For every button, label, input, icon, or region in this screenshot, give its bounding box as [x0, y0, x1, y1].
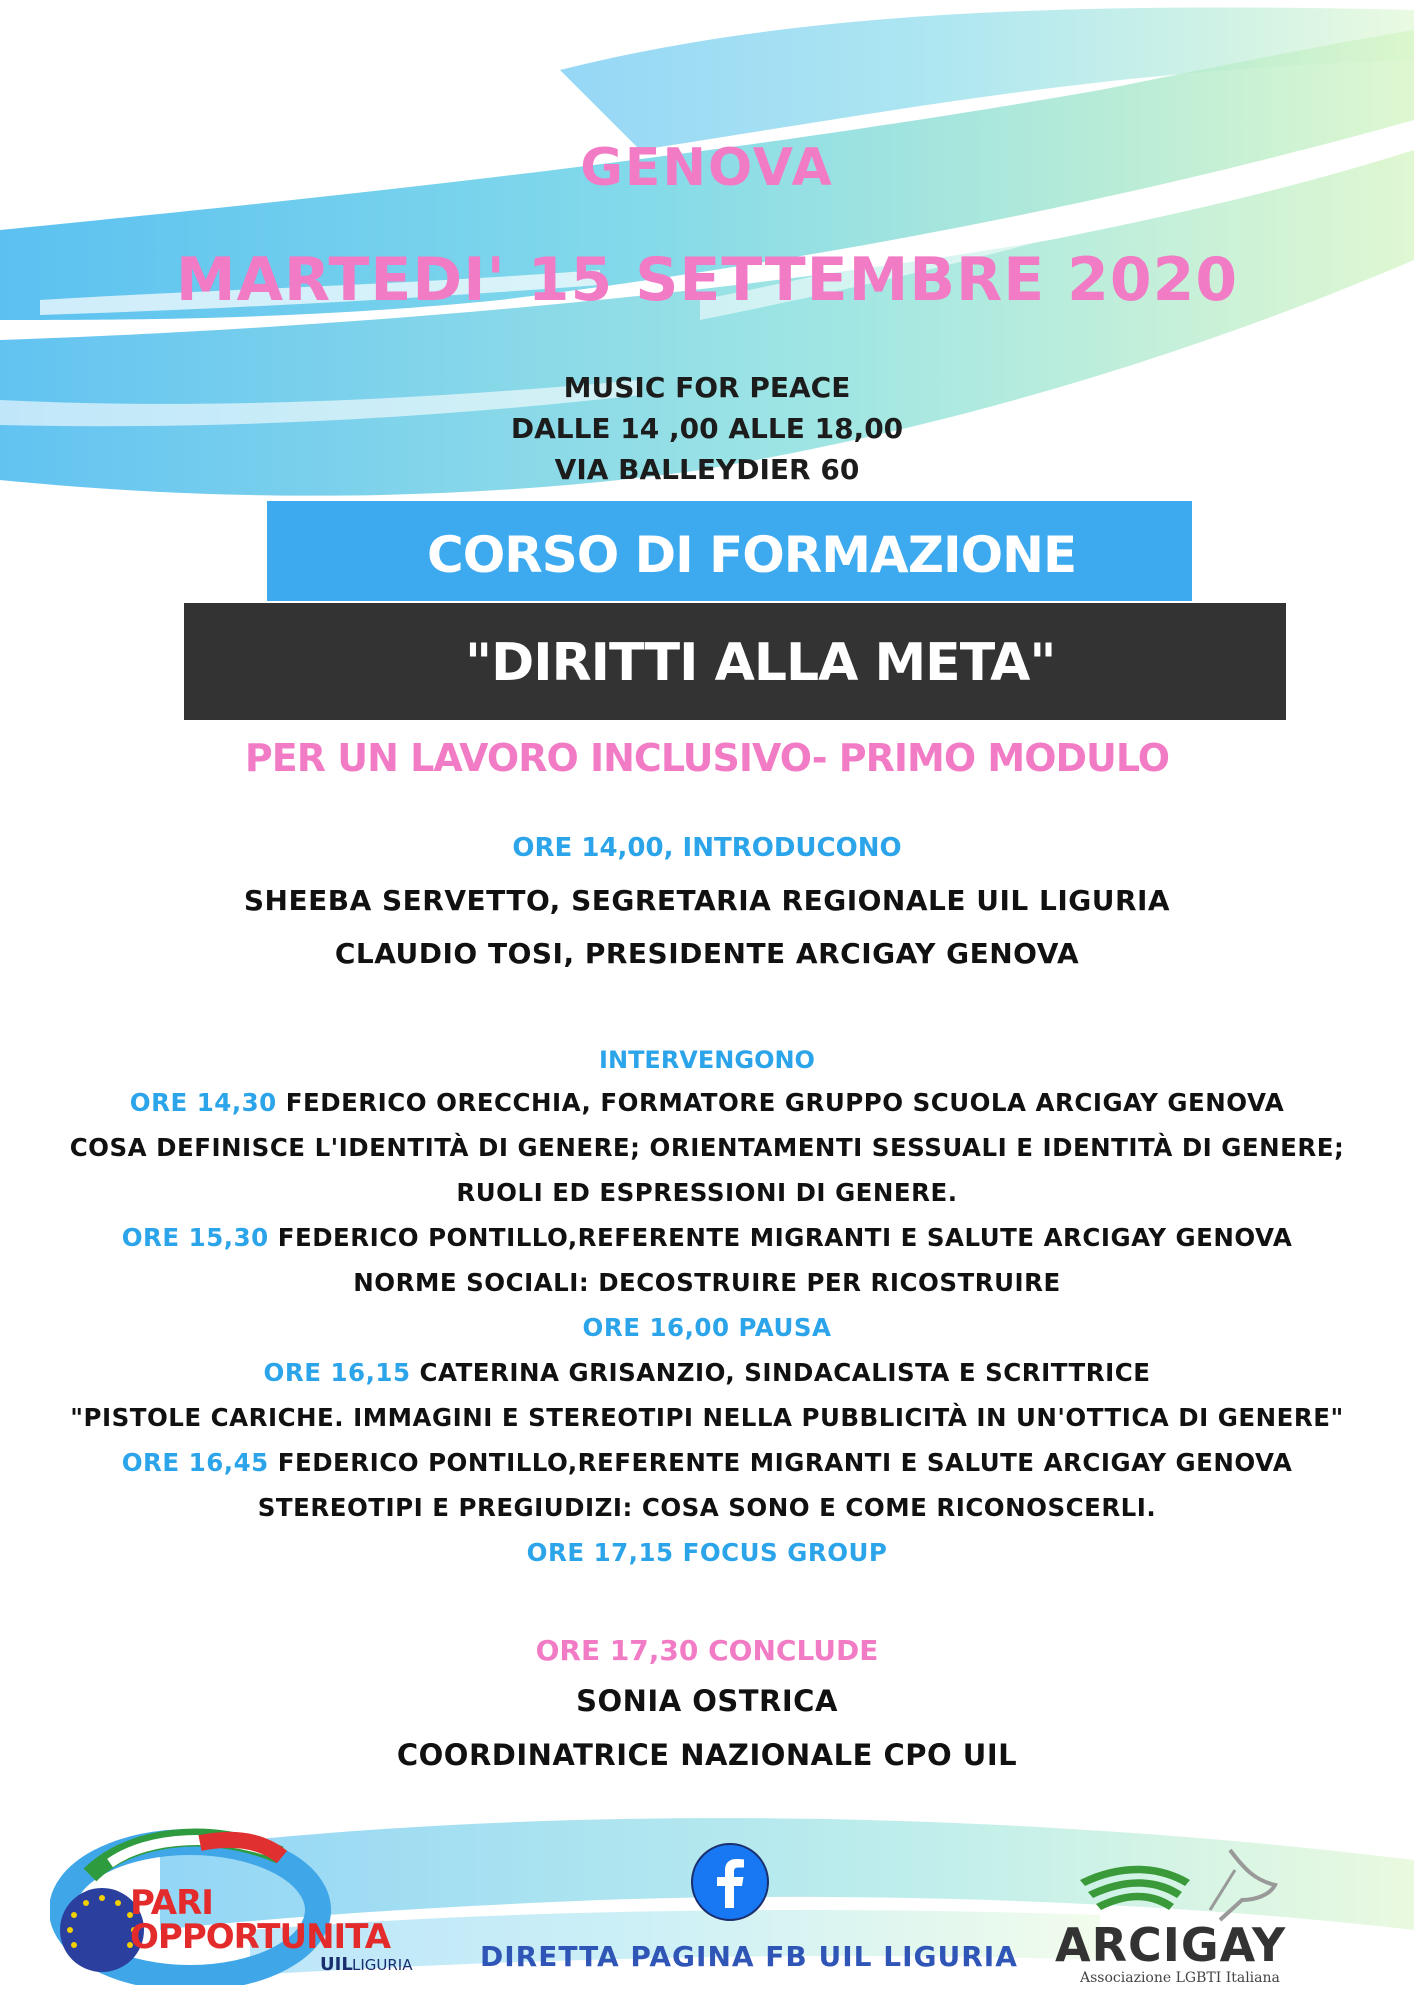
program-text: FEDERICO PONTILLO,REFERENTE MIGRANTI E SALUTE ARCIGAY GENOVA: [268, 1448, 1293, 1477]
program-line: [0, 1448, 1414, 1477]
program-line: [0, 1088, 1414, 1117]
uil-label: UIL: [320, 1954, 353, 1975]
program-line: [0, 1178, 1414, 1207]
program-text: "PISTOLE CARICHE. IMMAGINI E STEREOTIPI NELLA PUBBLICITÀ IN UN'OTTICA DI GENERE": [70, 1403, 1344, 1432]
program-line: [0, 1133, 1414, 1162]
program-time: ORE 15,30: [121, 1223, 269, 1252]
venue-line: MUSIC FOR PEACE: [563, 371, 851, 404]
arcigay-logo: [1070, 1840, 1290, 1930]
program-text: COSA DEFINISCE L'IDENTITÀ DI GENERE; ORIENTAMENTI SESSUALI E IDENTITÀ DI GENERE;: [69, 1133, 1345, 1162]
program-time: ORE 16,00 PAUSA: [582, 1313, 832, 1342]
facebook-icon[interactable]: [690, 1842, 770, 1922]
venue-line: DALLE 14 ,00 ALLE 18,00: [510, 412, 904, 445]
facebook-live-text[interactable]: DIRETTA PAGINA FB UIL LIGURIA: [480, 1940, 1018, 1973]
program-time: ORE 17,15 FOCUS GROUP: [526, 1538, 888, 1567]
pari-opportunita-line1: PARI: [130, 1883, 213, 1923]
intro-speaker: CLAUDIO TOSI, PRESIDENTE ARCIGAY GENOVA: [334, 937, 1080, 970]
program-text: FEDERICO ORECCHIA, FORMATORE GRUPPO SCUOLA ARCIGAY GENOVA: [276, 1088, 1285, 1117]
program-line: [0, 1403, 1414, 1432]
program-time: ORE 16,15: [263, 1358, 411, 1387]
program-line: [0, 1493, 1414, 1522]
program-text: FEDERICO PONTILLO,REFERENTE MIGRANTI E SALUTE ARCIGAY GENOVA: [268, 1223, 1293, 1252]
arcigay-tagline: Associazione LGBTI Italiana: [1080, 1970, 1280, 1986]
program-text: STEREOTIPI E PREGIUDIZI: COSA SONO E COME RICONOSCERLI.: [257, 1493, 1157, 1522]
program-text: CATERINA GRISANZIO, SINDACALISTA E SCRITTRICE: [410, 1358, 1151, 1387]
program-text: RUOLI ED ESPRESSIONI DI GENERE.: [456, 1178, 958, 1207]
program-heading: INTERVENGONO: [599, 1046, 815, 1074]
event-date: MARTEDI' 15 SETTEMBRE 2020: [175, 245, 1239, 315]
event-venue-block: [0, 367, 1414, 490]
pari-opportunita-line2: OPPORTUNITA: [130, 1917, 391, 1957]
uil-region-label: LIGURIA: [352, 1956, 413, 1974]
program-text: NORME SOCIALI: DECOSTRUIRE PER RICOSTRUIRE: [353, 1268, 1061, 1297]
course-title: "DIRITTI ALLA META": [465, 633, 1056, 693]
course-label: CORSO DI FORMAZIONE: [427, 526, 1077, 584]
intro-heading: ORE 14,00, INTRODUCONO: [512, 833, 902, 863]
program-line: [0, 1223, 1414, 1252]
program-time: ORE 16,45: [121, 1448, 269, 1477]
course-subtitle: PER UN LAVORO INCLUSIVO- PRIMO MODULO: [244, 736, 1170, 780]
program-line: [0, 1358, 1414, 1387]
program-line: [0, 1313, 1414, 1342]
venue-line: VIA BALLEYDIER 60: [554, 453, 860, 486]
program-line: [0, 1268, 1414, 1297]
intro-speaker: SHEEBA SERVETTO, SEGRETARIA REGIONALE UIL LIGURIA: [243, 884, 1171, 917]
conclusion-heading: ORE 17,30 CONCLUDE: [535, 1634, 879, 1667]
arcigay-wordmark: ARCIGAY: [1055, 1918, 1287, 1972]
program-line: [0, 1538, 1414, 1567]
conclusion-role: COORDINATRICE NAZIONALE CPO UIL: [396, 1738, 1018, 1772]
event-city: GENOVA: [580, 138, 834, 198]
program-time: ORE 14,30: [129, 1088, 277, 1117]
conclusion-speaker: SONIA OSTRICA: [576, 1684, 838, 1718]
